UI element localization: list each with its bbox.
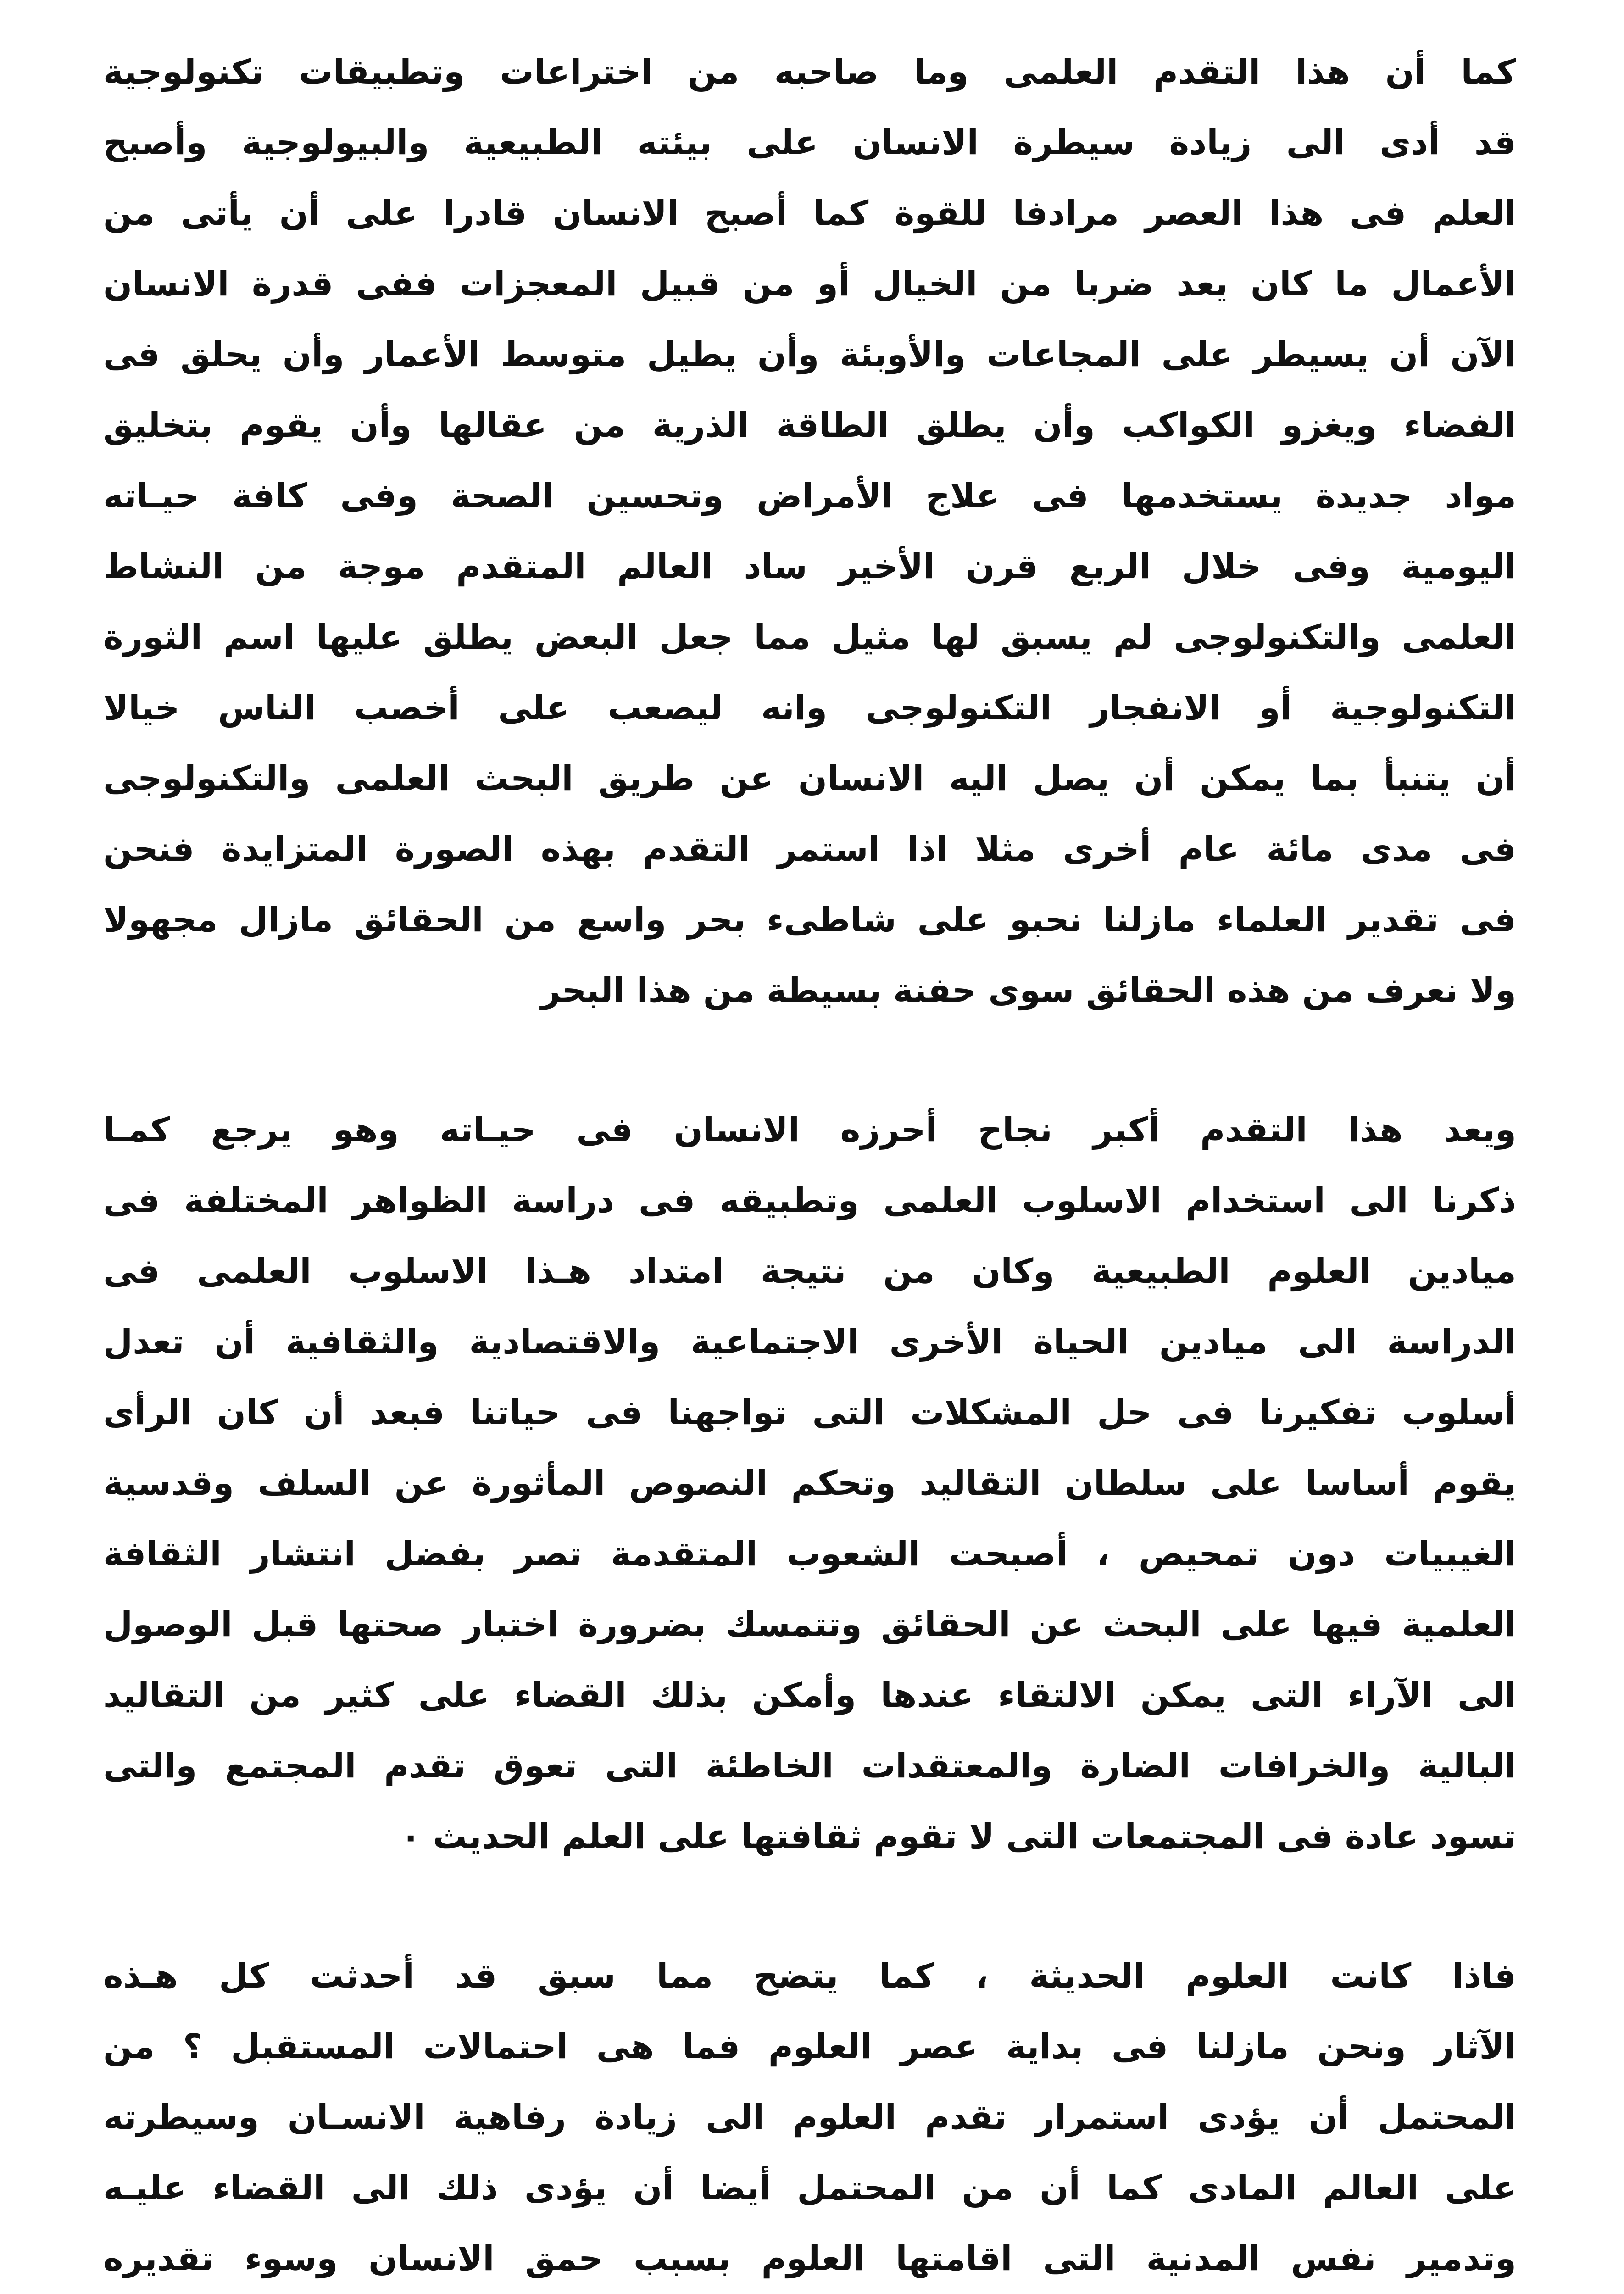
text-line: المحتمل أن يؤدى استمرار تقدم العلوم الى زيادة رفاهية الانسـان وسيطرته [103,2098,1516,2137]
text-line: الآثار ونحن مازلنا فى بداية عصر العلوم فما هى احتمالات المستقبل ؟ من [103,2027,1516,2066]
text-line: كما أن هذا التقدم العلمى وما صاحبه من اختراعات وتطبيقات تكنولوجية [103,52,1516,92]
text-line: البالية والخرافات الضارة والمعتقدات الخاطئة التى تعوق تقدم المجتمع والتى [103,1746,1516,1786]
paragraph-gap [103,1872,1516,1941]
text-line: ذكرنا الى استخدام الاسلوب العلمى وتطبيقه فى دراسة الظواهر المختلفة فى [103,1181,1516,1220]
text-line: فى تقدير العلماء مازلنا نحبو على شاطىء بحر واسع من الحقائق مازال مجهولا [103,900,1516,940]
text-line: العلمية فيها على البحث عن الحقائق وتتمسك بضرورة اختبار صحتها قبل الوصول [103,1605,1516,1644]
text-line: على العالم المادى كما أن من المحتمل أيضا أن يؤدى ذلك الى القضاء عليـه [103,2168,1516,2208]
text-line: ميادين العلوم الطبيعية وكان من نتيجة امتداد هـذا الاسلوب العلمى فى [103,1252,1516,1291]
text-line: اليومية وفى خلال الربع قرن الأخير ساد العالم المتقدم موجة من النشاط [103,547,1516,586]
text-line: فاذا كانت العلوم الحديثة ، كما يتضح مما سبق قد أحدثت كل هـذه [103,1956,1516,1996]
text-line: الآن أن يسيطر على المجاعات والأوبئة وأن يطيل متوسط الأعمار وأن يحلق فى [103,335,1516,374]
text-line: الدراسة الى ميادين الحياة الأخرى الاجتماعية والاقتصادية والثقافية أن تعدل [103,1322,1516,1362]
text-line: التكنولوجية أو الانفجار التكنولوجى وانه ليصعب على أخصب الناس خيالا [103,688,1516,728]
paragraph [103,1095,1516,1872]
text-line: ويعد هذا التقدم أكبر نجاح أحرزه الانسان فى حيـاته وهو يرجع كمـا [103,1110,1516,1150]
text-line: الأعمال ما كان يعد ضربا من الخيال أو من قبيل المعجزات ففى قدرة الانسان [103,264,1516,304]
text-line: تسود عادة فى المجتمعات التى لا تقوم ثقافتها على العلم الحديث ٠ [400,1817,1516,1856]
body-text [103,37,1516,2294]
text-line: أن يتنبأ بما يمكن أن يصل اليه الانسان عن طريق البحث العلمى والتكنولوجى [103,759,1516,798]
text-line: قد أدى الى زيادة سيطرة الانسان على بيئته الطبيعية والبيولوجية وأصبح [103,123,1516,162]
text-line: الى الآراء التى يمكن الالتقاء عندها وأمكن بذلك القضاء على كثير من التقاليد [103,1676,1516,1715]
paragraph [103,37,1516,1026]
paragraph-gap [103,1026,1516,1095]
text-line: يقوم أساسا على سلطان التقاليد وتحكم النصوص المأثورة عن السلف وقدسية [103,1464,1516,1503]
text-line: الفضاء ويغزو الكواكب وأن يطلق الطاقة الذرية من عقالها وأن يقوم بتخليق [103,406,1516,445]
text-line: وتدمير نفس المدنية التى اقامتها العلوم بسبب حمق الانسان وسوء تقديره [103,2239,1516,2278]
text-line: ولا نعرف من هذه الحقائق سوى حفنة بسيطة من هذا البحر [541,971,1516,1010]
text-line: أسلوب تفكيرنا فى حل المشكلات التى تواجهنا فى حياتنا فبعد أن كان الرأى [103,1393,1516,1432]
text-line: العلمى والتكنولوجى لم يسبق لها مثيل مما جعل البعض يطلق عليها اسم الثورة [103,618,1516,657]
paragraph [103,1941,1516,2294]
text-line: الغيبيات دون تمحيص ، أصبحت الشعوب المتقدمة تصر بفضل انتشار الثقافة [103,1534,1516,1574]
text-line: فى مدى مائة عام أخرى مثلا اذا استمر التقدم بهذه الصورة المتزايدة فنحن [103,830,1516,869]
text-line: مواد جديدة يستخدمها فى علاج الأمراض وتحسين الصحة وفى كافة حيـاته [103,476,1516,516]
text-line: العلم فى هذا العصر مرادفا للقوة كما أصبح الانسان قادرا على أن يأتى من [103,194,1516,233]
